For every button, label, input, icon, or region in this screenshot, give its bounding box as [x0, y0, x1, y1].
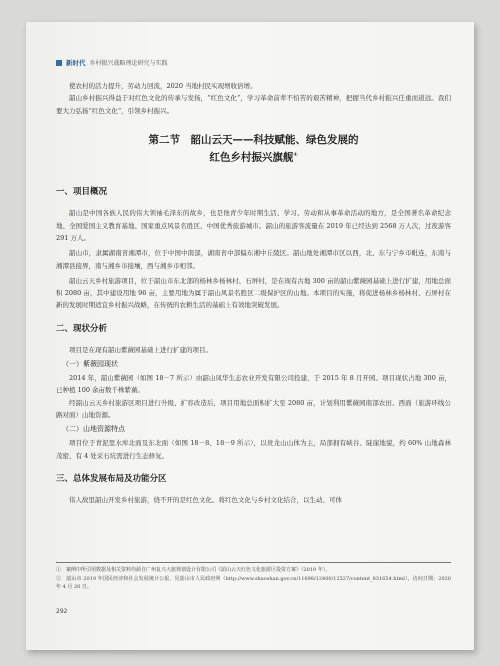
- section-title-line-1: 第二节 韶山云天——科技赋能、绿色发展的: [148, 133, 359, 146]
- footnote-1: ① 案例中所引用数据及相关资料均源自广州复兴大旅规划设计有限公司《韶山云天红色文化旅游区投资方案》（2019 年）。: [56, 567, 331, 573]
- page-number: 292: [56, 608, 68, 615]
- garden-paragraph-1: 2014 年，韶山紫薇园（如图 18－7 所示）由韶山凤华生态农业开发有限公司投建，于 2015 年 8 月开园。项目现状占地 300 亩，已种植 100 余亩数千株紫薇。: [56, 374, 451, 395]
- overview-paragraph-1: 韶山是中国各族人民的伟大领袖毛泽东的故乡，也是他青少年时期生活、学习、劳动和从事革命活动的地方，是全国著名革命纪念地、全国爱国主义教育基地、国家重点风景名胜区、中国优秀旅游城市。韶山的旅游客流量在 2019 年已经达到 2568 万人次，过夜游客 291 万人。: [56, 209, 451, 242]
- footnote-2: ② 韶山市 2019 年国民经济和社会发展统计公报，见韶山市人民政府网（http://www.shaoshan.gov.cn/11698/12400/12527/content_831654.html），访问日期：2020 年 4 月 20 日。: [56, 576, 451, 590]
- heading-project-overview: 一、项目概况: [56, 187, 108, 198]
- section-title-line-2: 红色乡村振兴旗舰: [209, 151, 294, 164]
- header-series: 新时代: [66, 59, 86, 67]
- garden-paragraph-2: 经韶山云天乡村旅游区项目进行升级、扩容改造后，项目用地总面积扩大至 2080 亩，计划利用紫薇园南部农田、西面（旅游环线公路对面）山地资源。: [56, 398, 451, 419]
- subheading-mountain: （二）山地资源特点: [62, 425, 125, 434]
- overview-paragraph-2: 韶山市，隶属湖南省湘潭市，位于中国中南部，湖南省中部偏东湘中丘陵区。韶山地处湘潭市区以西，北、东与宁乡市毗连，东南与湘潭县接界，南与湘乡市接壤，西与湘乡市相邻。: [56, 249, 451, 270]
- section-title-footnote-mark: ①: [293, 151, 298, 158]
- mountain-paragraph: 项目位于青泥里水库北面及东北面（如图 18－8、18－9 所示），以贵龙山山体为主，局部拥有峡谷、陡崖地貌，约 60% 山地森林茂密，有 4 处采石坑需进行生态修复。: [56, 439, 451, 460]
- overview-paragraph-3: 韶山云天乡村旅游项目，位于韶山市东北部的杨林乡杨林村、石屏村，是在现有古地 300 亩的韶山紫薇园基础上进行扩建，用地总面积 2080 亩，其中建设用地 96 亩，主要用地为属于韶山风景名胜区二级保护区的山地。本项目的实施，将促进杨林乡杨林村、石屏村在新的发展时期适宜乡村振兴战略，在传统的农耕生活的基础上有效地突破发展。: [56, 276, 451, 310]
- intro-paragraph-1: 使农村的活力提升，劳动力回流，2020 当地村民实现增收倍增。: [69, 82, 257, 90]
- subheading-garden: （一）紫薇园现状: [62, 360, 118, 369]
- header-square-icon: [56, 60, 62, 66]
- heading-layout: 三、总体发展布局及功能分区: [56, 473, 167, 484]
- book-page: [26, 22, 474, 650]
- header-subtitle: 乡村振兴战略理论研究与实践: [89, 60, 168, 67]
- intro-paragraph-2: 韶山乡村振兴得益于对红色文化的传承与发扬，“红色文化”，学习革命前辈不怕苦的艰苦精神，把握当代乡村振兴任重而道远。我们要大力弘扬“红色文化”，引领乡村振兴。: [56, 94, 451, 115]
- page-body: [56, 80, 451, 506]
- footnotes: [56, 562, 451, 592]
- status-intro: 项目是在现有韶山紫薇园基础上进行扩建的项目。: [69, 345, 212, 354]
- heading-status-analysis: 二、现状分析: [56, 323, 108, 334]
- section-title: [56, 133, 451, 166]
- running-header: [56, 58, 436, 67]
- layout-paragraph: 伟人故里韶山开发乡村旅游，绕不开的是红色文化。将红色文化与乡村文化结合，以生动、可体: [69, 495, 342, 504]
